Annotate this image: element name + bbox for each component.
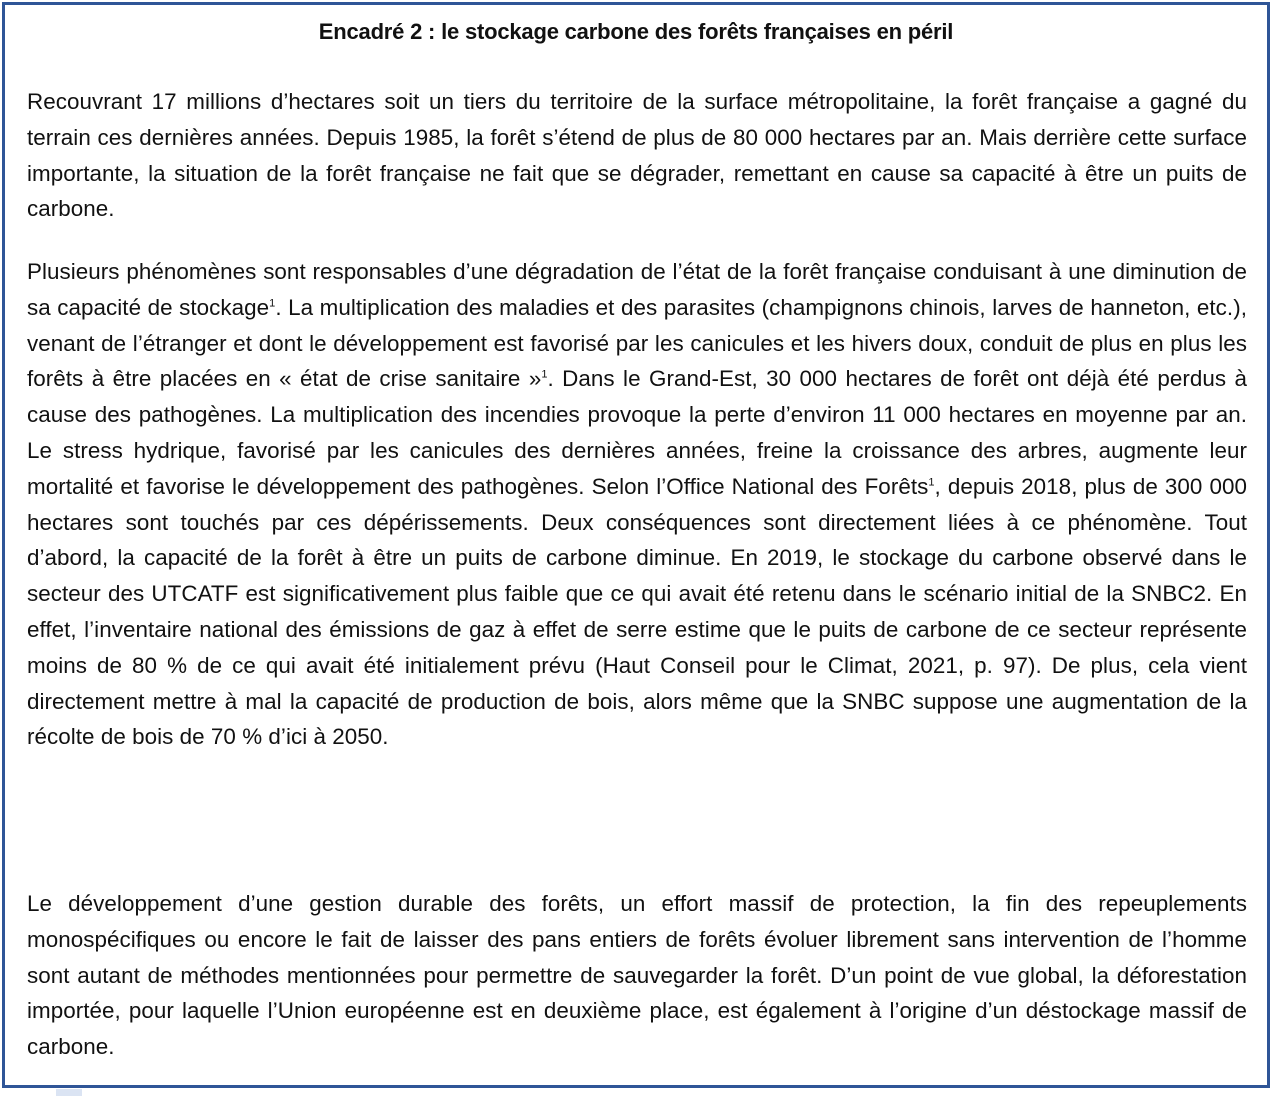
footnote-mark[interactable]: 1 <box>269 297 276 310</box>
page-edge-marker <box>56 1089 82 1096</box>
paragraph-3 <box>27 886 1247 1065</box>
paragraph-text: Plusieurs phénomènes sont responsables d’une dégradation de l’état de la forêt française conduisant à une diminution de sa capacité de stockage <box>27 259 1247 320</box>
paragraph-text: . Dans le Grand-Est, 30 000 hectares de forêt ont déjà été perdus à cause des pathogènes. La multiplication des incendies provoque la perte d’environ 11 000 hectares en moyenne par an. Le stress hydrique, favorisé par les canicules des dernières années, freine la croissance des arbres, augmente leur mortalité et favorise le développement des pathogènes. Selon l’Office National des Forêts <box>27 366 1247 499</box>
paragraph-1 <box>27 84 1247 227</box>
text-box-encadre <box>2 2 1270 1088</box>
paragraph-text: . La multiplication des maladies et des parasites (champignons chinois, larves de hanneton, etc.), venant de l’étranger et dont le développement est favorisé par les canicules et les hivers doux, conduit de plus en plus les forêts à être placées en « état de crise sanitaire » <box>27 294 1247 392</box>
paragraph-text: , depuis 2018, plus de 300 000 hectares sont touchés par ces dépérissements. Deux conséquences sont directement liées à ce phénomène. Tout d’abord, la capacité de la forêt à être un puits de carbone diminue. En 2019, le stockage du carbone observé dans le secteur des UTCATF est significativement plus faible que ce qui avait été retenu dans le scénario initial de la SNBC2. En effet, l’inventaire national des émissions de gaz à effet de serre estime que le puits de carbone de ce secteur représente moins de 80 % de ce qui avait été initialement prévu (Haut Conseil pour le Climat, 2021, p. 97). De plus, cela vient directement mettre à mal la capacité de production de bois, alors même que la SNBC suppose une augmentation de la récolte de bois de 70 % d’ici à 2050. <box>27 473 1247 750</box>
footnote-mark[interactable]: 1 <box>541 368 548 381</box>
paragraph-text: Le développement d’une gestion durable des forêts, un effort massif de protection, la fin des repeuplements monospécifiques ou encore le fait de laisser des pans entiers de forêts évoluer librement sans intervention de l’homme sont autant de méthodes mentionnées pour permettre de sauvegarder la forêt. D’un point de vue global, la déforestation importée, pour laquelle l’Union européenne est en deuxième place, est également à l’origine d’un déstockage massif de carbone. <box>27 891 1247 1060</box>
paragraph-2 <box>27 254 1247 755</box>
footnote-mark[interactable]: 1 <box>928 476 935 489</box>
box-title: Encadré 2 : le stockage carbone des forêts françaises en péril <box>318 19 954 44</box>
paragraph-text: Recouvrant 17 millions d’hectares soit un tiers du territoire de la surface métropolitaine, la forêt française a gagné du terrain ces dernières années. Depuis 1985, la forêt s’étend de plus de 80 000 hectares par an. Mais derrière cette surface importante, la situation de la forêt française ne fait que se dégrader, remettant en cause sa capacité à être un puits de carbone. <box>27 89 1247 222</box>
